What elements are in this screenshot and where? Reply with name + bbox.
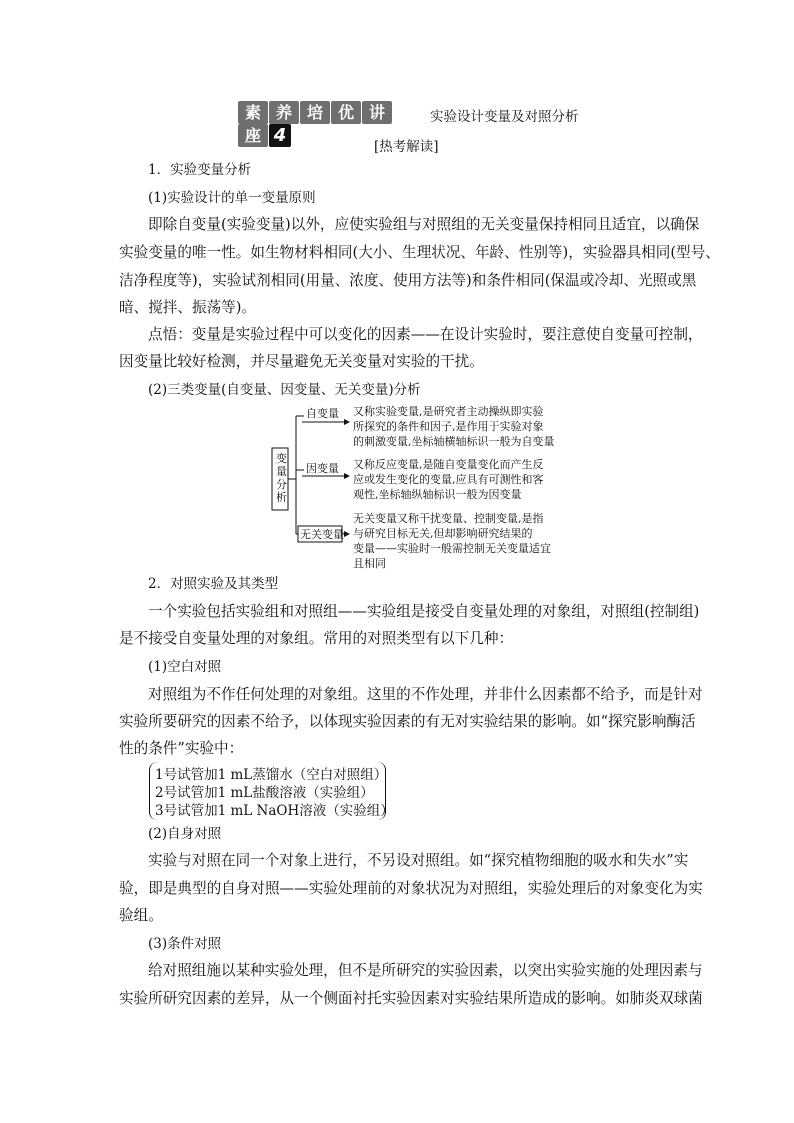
lecture-banner [238, 101, 415, 146]
branch-desc [353, 457, 544, 502]
page-title: 实验设计变量及对照分析 [430, 109, 579, 125]
branch-label: 因变量 [306, 462, 339, 475]
root-char: 变 [276, 452, 287, 465]
banner-char: 座 [238, 124, 268, 147]
paragraph-line: 实验变量的唯一性。如生物材料相同(大小、生理状况、年龄、性别等)，实验器具相同(型号、 [119, 244, 720, 261]
branch-desc-line: 与研究目标无关,但却影响研究结果的 [353, 527, 533, 540]
paragraph-line: 洁净程度等)，实验试剂相同(用量、浓度、使用方法等)和条件相同(保温或冷却、光照或黑 [119, 272, 697, 289]
branch-desc [353, 404, 555, 449]
tube-item: 3号试管加1 mL NaOH溶液（实验组） [155, 803, 394, 819]
paragraph-line: 一个实验包括实验组和对照组——实验组是接受自变量处理的对象组，对照组(控制组) [148, 603, 700, 620]
subsection-heading: (2)自身对照 [148, 826, 222, 842]
branch-desc-line: 所探究的条件和因子,是作用于实验对象 [353, 420, 544, 433]
paragraph-line: 对照组为不作任何处理的对象组。这里的不作处理，并非什么因素都不给予，而是针对 [148, 686, 703, 703]
diagram-root [276, 452, 286, 504]
paragraph-line: 是不接受自变量处理的对象组。常用的对照类型有以下几种： [119, 630, 514, 647]
page-subtitle: [热考解读] [374, 139, 439, 155]
branch-desc-line: 的刺激变量,坐标轴横轴标识一般为自变量 [353, 435, 555, 448]
banner-char: 培 [300, 101, 330, 124]
tube-item: 2号试管加1 mL盐酸溶液（实验组） [155, 785, 374, 801]
paragraph-line: 验组。 [119, 907, 163, 924]
paragraph-line: 实验所要研究的因素不给予，以体现实验因素的有无对实验结果的影响。如“探究影响酶活 [119, 713, 696, 730]
paragraph-line: 实验与对照在同一个对象上进行，不另设对照组。如“探究植物细胞的吸水和失水”实 [148, 852, 689, 869]
paragraph-line: 点悟：变量是实验过程中可以变化的因素——在设计实验时，要注意使自变量可控制， [148, 326, 703, 343]
banner-char: 素 [238, 101, 268, 124]
subsection-heading: (1)空白对照 [148, 659, 222, 675]
paragraph-line: 暗、搅拌、振荡等)。 [119, 299, 257, 316]
root-char: 分 [276, 478, 287, 491]
paragraph-line: 即除自变量(实验变量)以外，应使实验组与对照组的无关变量保持相同且适宜，以确保 [148, 216, 700, 233]
branch-desc-line: 且相同 [353, 557, 386, 570]
root-char: 量 [276, 465, 287, 478]
tube-item: 1号试管加1 mL蒸馏水（空白对照组） [155, 767, 388, 783]
branch-desc-line: 又称实验变量,是研究者主动操纵即实验 [353, 405, 544, 418]
branch-desc [353, 511, 551, 571]
branch-desc-line: 应或发生变化的变量,应具有可测性和客 [353, 473, 544, 486]
banner-number: 4 [269, 124, 291, 147]
paragraph-line: 性的条件”实验中： [119, 740, 244, 757]
banner-char: 养 [269, 101, 299, 124]
subsection-heading: (2)三类变量(自变量、因变量、无关变量)分析 [148, 382, 421, 398]
root-char: 析 [276, 491, 287, 504]
variable-diagram [270, 400, 570, 570]
paragraph-line: 验，即是典型的自身对照——实验处理前的对象状况为对照组，实验处理后的对象变化为实 [119, 880, 703, 897]
branch-label: 自变量 [306, 407, 339, 420]
branch-label: 无关变量 [300, 528, 344, 541]
paragraph-line: 给对照组施以某种实验处理，但不是所研究的实验因素，以突出实验实施的处理因素与 [148, 962, 703, 979]
subsection-heading: (1)实验设计的单一变量原则 [148, 190, 316, 206]
section-heading: 1．实验变量分析 [148, 162, 252, 178]
banner-char: 优 [331, 101, 361, 124]
branch-desc-line: 变量——实验时一般需控制无关变量适宜 [353, 542, 551, 555]
branch-desc-line: 观性,坐标轴纵轴标识一般为因变量 [353, 488, 522, 501]
branch-desc-line: 无关变量又称干扰变量、控制变量,是指 [353, 512, 544, 525]
paragraph-line: 实验所研究因素的差异，从一个侧面衬托实验因素对实验结果所造成的影响。如肺炎双球菌 [119, 990, 703, 1007]
section-heading: 2．对照实验及其类型 [148, 576, 279, 592]
subsection-heading: (3)条件对照 [148, 936, 222, 952]
banner-char: 讲 [362, 101, 392, 124]
branch-desc-line: 又称反应变量,是随自变量变化而产生反 [353, 458, 544, 471]
paragraph-line: 因变量比较好检测，并尽量避免无关变量对实验的干扰。 [119, 353, 484, 370]
